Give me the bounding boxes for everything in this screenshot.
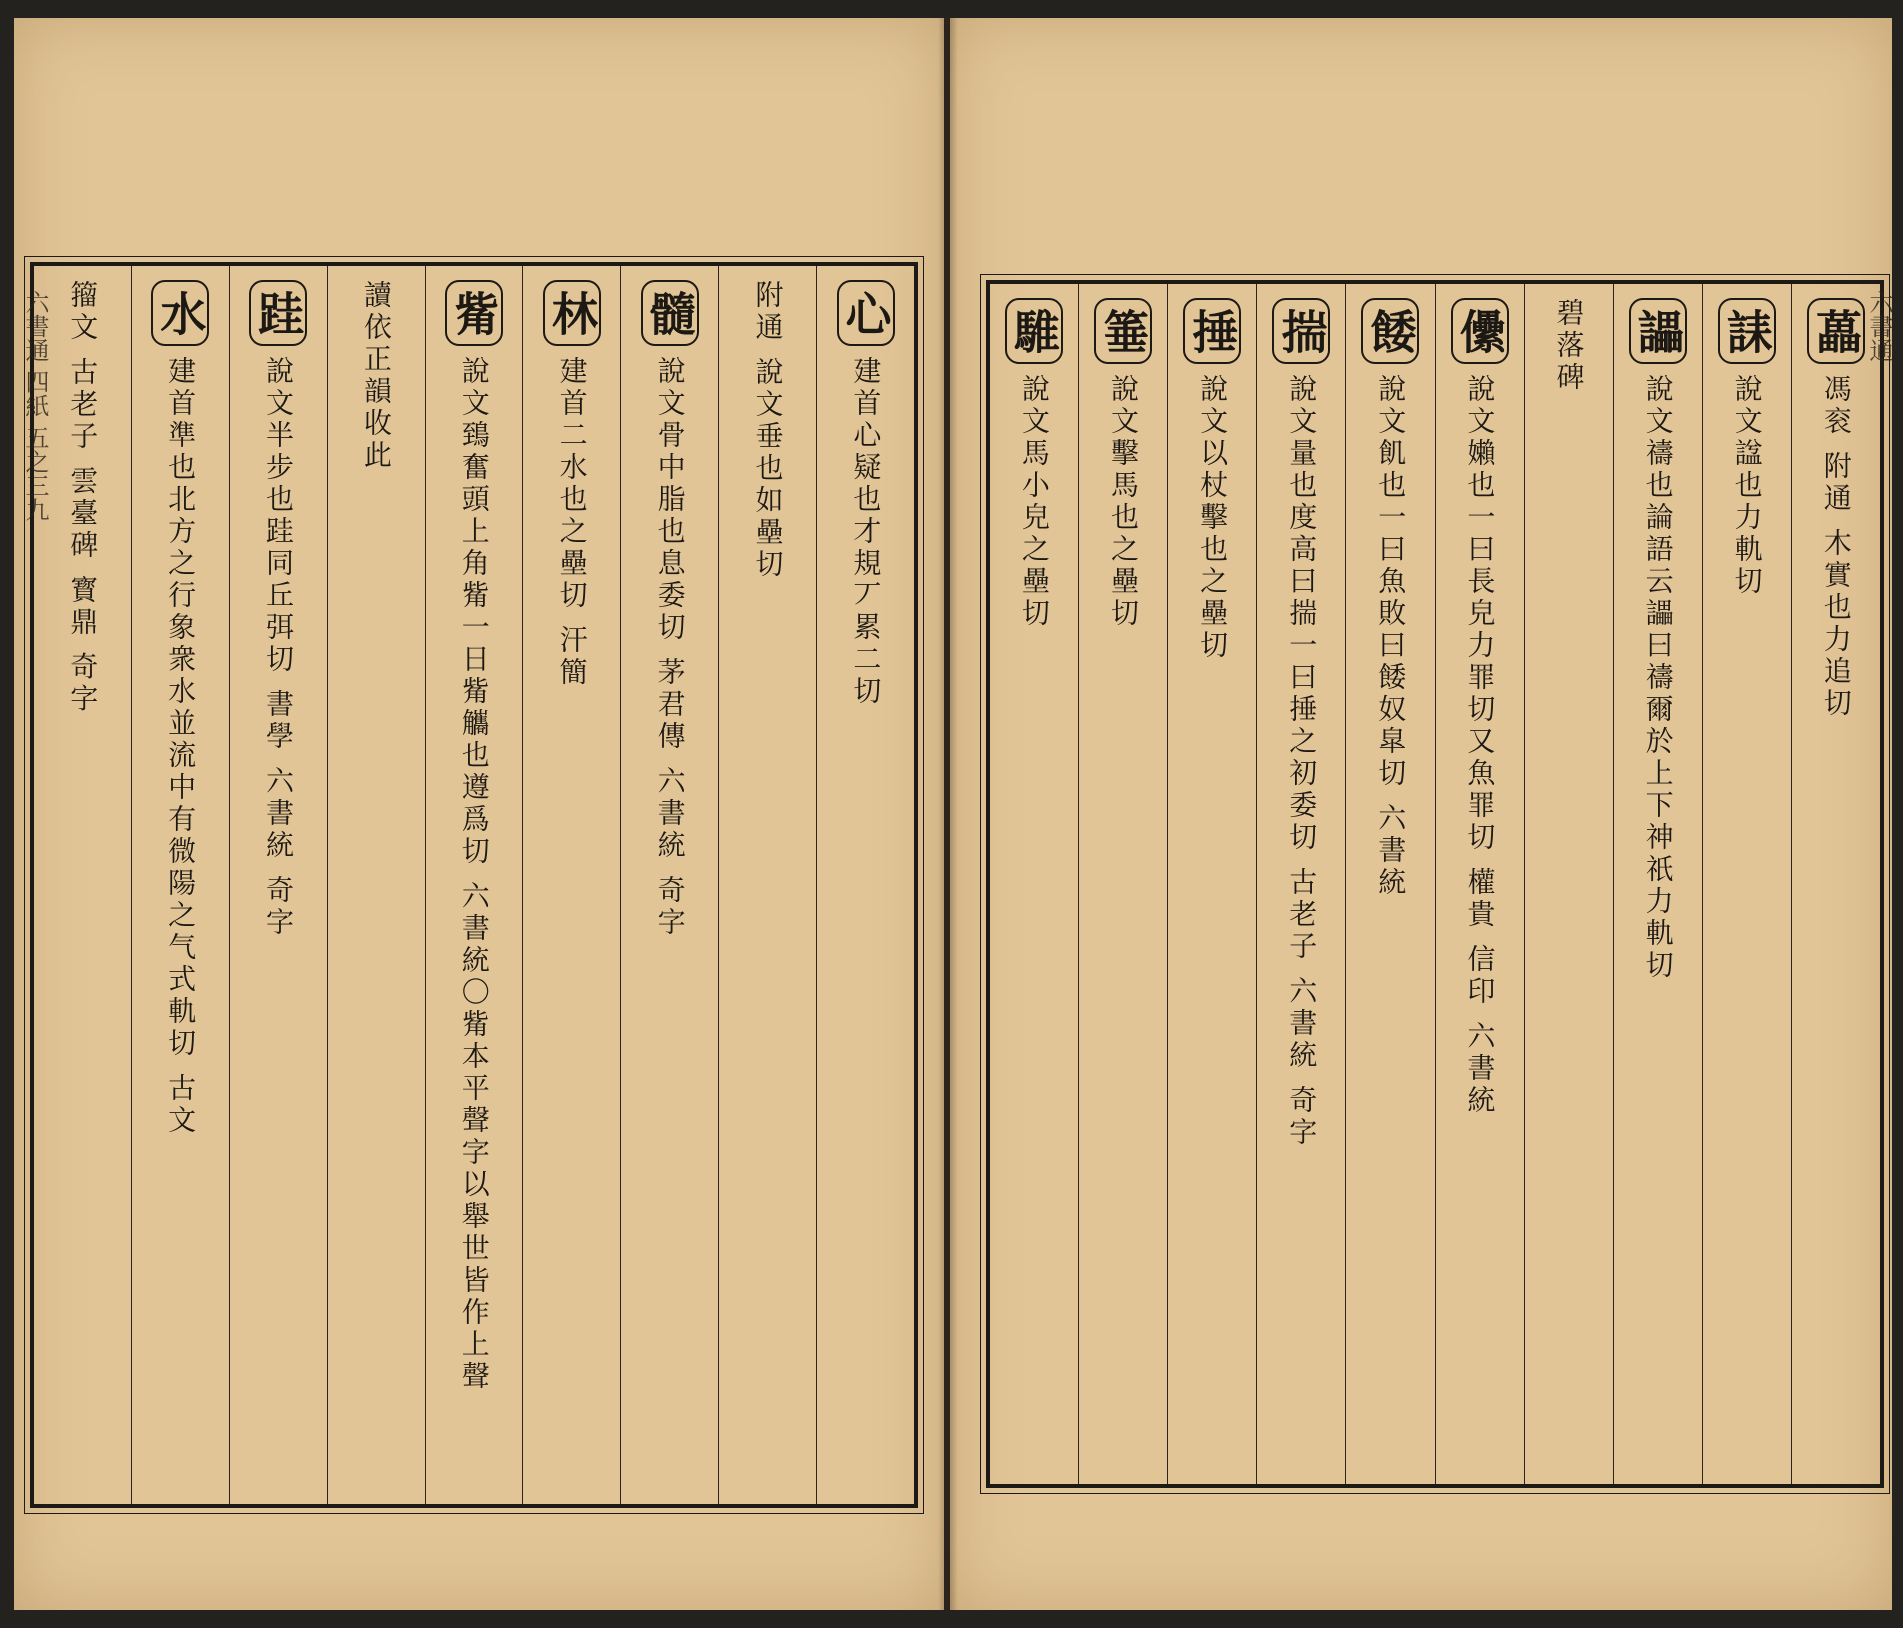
right-column (990, 284, 1078, 1484)
entry-head: 髓 (641, 280, 699, 346)
entry-head: 跬 (249, 280, 307, 346)
right-column (1613, 284, 1702, 1484)
right-column (1524, 284, 1613, 1484)
left-columns (34, 266, 914, 1504)
entry-head: 水 (151, 280, 209, 346)
left-column (620, 266, 718, 1504)
entry-gloss: 附通 說文垂也如壘切 (751, 280, 785, 581)
entry-gloss: 建首心疑也才規丆累二切 (849, 356, 883, 708)
entry-head: 儽 (1451, 298, 1509, 364)
entry-gloss: 說文禱也論語云讄曰禱爾於上下神祇力軌切 (1641, 374, 1675, 982)
entry-head: 誄 (1718, 298, 1776, 364)
left-column (816, 266, 914, 1504)
right-columns (990, 284, 1880, 1484)
left-column (229, 266, 327, 1504)
entry-head: 騅 (1005, 298, 1063, 364)
left-spine-label: 六書通 四紙 五之三九 (21, 290, 49, 522)
entry-gloss: 說文諡也力軌切 (1730, 374, 1764, 598)
left-column (522, 266, 620, 1504)
entry-gloss: 說文馬小皃之壘切 (1017, 374, 1051, 630)
right-column (1702, 284, 1791, 1484)
left-column (327, 266, 425, 1504)
entry-gloss: 說文量也度高曰揣一曰捶之初委切 古老子 六書統 奇字 (1285, 374, 1319, 1149)
entry-gloss: 建首準也北方之行象衆水並流中有微陽之气式軌切 古文 (164, 356, 198, 1137)
left-column (718, 266, 816, 1504)
entry-gloss: 說文飢也一曰魚敗曰餧奴皐切 六書統 (1374, 374, 1408, 899)
entry-gloss: 說文鵄奮頭上角觜一日觜觿也遵爲切 六書統〇觜本平聲字以舉世皆作上聲 (457, 356, 491, 1393)
entry-head: 揣 (1272, 298, 1330, 364)
right-page-frame (986, 280, 1884, 1488)
entry-gloss: 碧落碑 (1552, 298, 1586, 394)
entry-gloss: 說文半步也跬同丘弭切 書學 六書統 奇字 (262, 356, 295, 939)
right-column (1345, 284, 1434, 1484)
right-column (1167, 284, 1256, 1484)
book-gutter (938, 18, 958, 1610)
right-spine-label: 六書通 (1865, 290, 1893, 362)
right-column (1256, 284, 1345, 1484)
entry-gloss: 籀文 古老子 雲臺碑 寳鼎 奇字 (66, 280, 100, 716)
entry-head: 觜 (445, 280, 503, 346)
right-column (1435, 284, 1524, 1484)
entry-gloss: 說文嬾也一曰長皃力罪切又魚罪切 權貴 信印 六書統 (1463, 374, 1497, 1117)
entry-head: 捶 (1183, 298, 1241, 364)
entry-gloss: 讀依正韻收此 (359, 280, 393, 472)
right-column (1791, 284, 1880, 1484)
entry-gloss: 馮衮 附通 木實也力追切 (1819, 374, 1853, 720)
entry-gloss: 說文以杖擊也之壘切 (1196, 374, 1230, 662)
entry-head: 藟 (1807, 298, 1865, 364)
entry-gloss: 說文骨中脂也息委切 茅君傳 六書統 奇字 (653, 356, 687, 939)
entry-gloss: 建首二水也之壘切 汗簡 (555, 356, 589, 689)
left-column (425, 266, 523, 1504)
entry-head: 林 (543, 280, 601, 346)
entry-head: 讄 (1629, 298, 1687, 364)
left-page-frame (30, 262, 918, 1508)
entry-head: 心 (837, 280, 895, 346)
entry-gloss: 說文擊馬也之壘切 (1107, 374, 1140, 630)
entry-head: 箠 (1094, 298, 1152, 364)
right-column (1078, 284, 1167, 1484)
left-column (131, 266, 229, 1504)
entry-head: 餧 (1361, 298, 1419, 364)
